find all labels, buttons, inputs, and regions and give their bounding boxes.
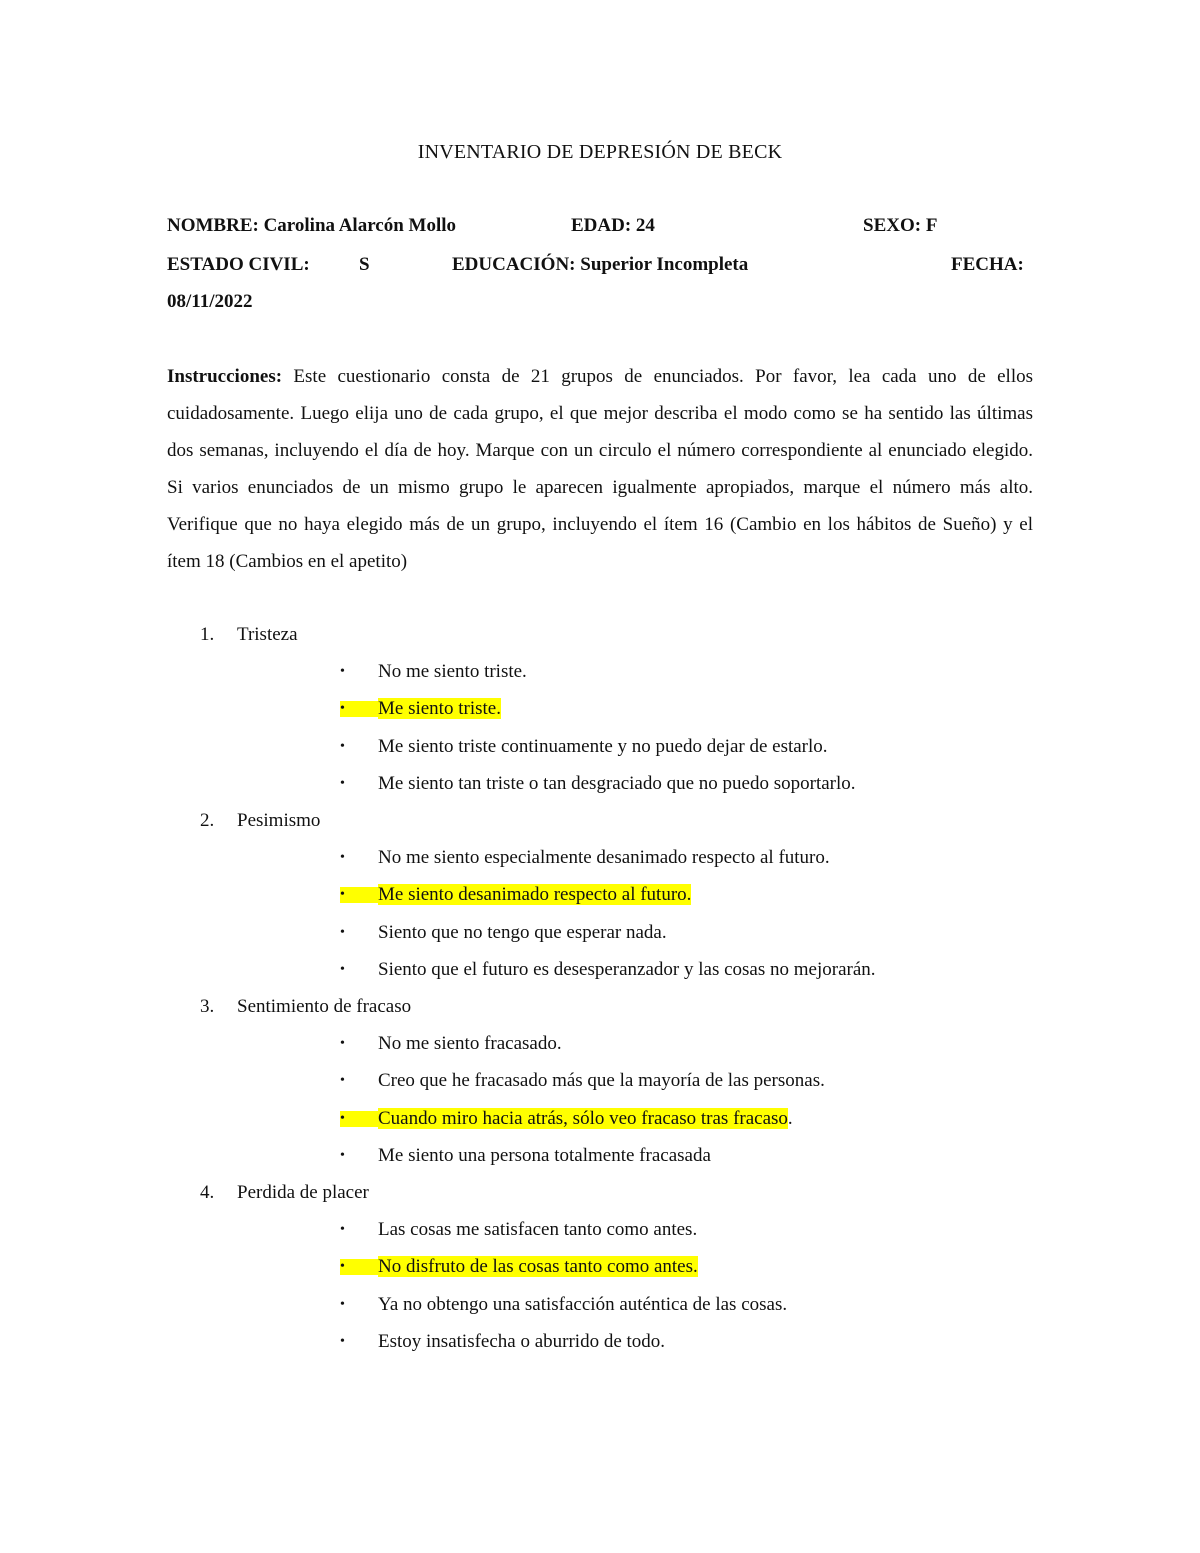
bullet-icon: • [340, 1111, 378, 1127]
bullet-icon: • [340, 1222, 345, 1237]
fecha-value: 08/11/2022 [167, 291, 253, 312]
option-text: Siento que no tengo que esperar nada. [378, 922, 667, 943]
bullet-icon: • [340, 701, 378, 717]
bullet-icon: • [340, 962, 345, 977]
sexo-field: SEXO: F [863, 215, 938, 236]
instructions-paragraph [167, 358, 1033, 580]
option-item[interactable] [340, 1294, 787, 1316]
selected-option[interactable] [340, 1108, 793, 1130]
estado-civil-value: S [359, 254, 370, 275]
instructions-text: Este cuestionario consta de 21 grupos de enunciados. Por favor, lea cada uno de ellos cuidadosamente. Luego elija uno de cada grupo, el que mejor describa el modo como se ha sentido las últimas dos semanas, incluyendo el día de hoy. Marque con un circulo el número correspondiente al enunciado elegido. Si varios enunciados de un mismo grupo le aparecen igualmente apropiados, marque el número más alto. Verifique que no haya elegido más de un grupo, incluyendo el ítem 16 (Cambio en los hábitos de Sueño) y el ítem 18 (Cambios en el apetito) [167, 366, 1033, 572]
bullet-icon: • [340, 887, 378, 903]
selected-option[interactable] [340, 698, 501, 720]
bullet-icon: • [340, 925, 345, 940]
option-item[interactable] [340, 922, 667, 944]
question-group-number: 3. [200, 996, 215, 1017]
option-text: No me siento especialmente desanimado respecto al futuro. [378, 847, 830, 868]
option-item[interactable] [340, 1033, 562, 1055]
question-group-title [200, 996, 411, 1018]
question-group-title [200, 624, 298, 646]
option-item[interactable] [340, 1219, 697, 1241]
bullet-icon: • [340, 850, 345, 865]
option-text: Me siento triste continuamente y no puedo dejar de estarlo. [378, 736, 828, 757]
option-text: Cuando miro hacia atrás, sólo veo fracaso tras fracaso [378, 1108, 788, 1129]
question-group-label: Perdida de placer [237, 1182, 369, 1203]
educacion-field: EDUCACIÓN: Superior Incompleta [452, 254, 749, 275]
option-item[interactable] [340, 1145, 711, 1167]
bullet-icon: • [340, 664, 345, 679]
option-text-suffix: . [787, 1108, 793, 1129]
option-text: No me siento fracasado. [378, 1033, 562, 1054]
bullet-icon: • [340, 1073, 345, 1088]
option-item[interactable] [340, 1331, 665, 1353]
document-title: INVENTARIO DE DEPRESIÓN DE BECK [417, 141, 783, 163]
option-item[interactable] [340, 959, 876, 981]
nombre-field: NOMBRE: Carolina Alarcón Mollo [167, 215, 457, 236]
instructions-label: Instrucciones: [167, 366, 283, 387]
option-text: Me siento una persona totalmente fracasada [378, 1145, 711, 1166]
estado-civil-label: ESTADO CIVIL: [167, 254, 310, 275]
option-item[interactable] [340, 661, 527, 683]
option-text: No disfruto de las cosas tanto como antes. [378, 1256, 698, 1277]
option-item[interactable] [340, 1070, 825, 1092]
bullet-icon: • [340, 739, 345, 754]
option-text: Me siento tan triste o tan desgraciado que no puedo soportarlo. [378, 773, 856, 794]
bullet-icon: • [340, 1036, 345, 1051]
selected-option[interactable] [340, 884, 691, 906]
question-group-title [200, 1182, 369, 1204]
option-text: No me siento triste. [378, 661, 527, 682]
fecha-label: FECHA: [951, 254, 1024, 275]
option-text: Me siento desanimado respecto al futuro. [378, 884, 692, 905]
option-text: Estoy insatisfecha o aburrido de todo. [378, 1331, 666, 1352]
bullet-icon: • [340, 1334, 345, 1349]
option-item[interactable] [340, 847, 830, 869]
question-group-label: Pesimismo [237, 810, 321, 831]
bullet-icon: • [340, 1259, 378, 1275]
option-item[interactable] [340, 773, 856, 795]
bullet-icon: • [340, 776, 345, 791]
question-group-title [200, 810, 320, 832]
bullet-icon: • [340, 1297, 345, 1312]
option-text: Siento que el futuro es desesperanzador y las cosas no mejorarán. [378, 959, 876, 980]
question-group-number: 4. [200, 1182, 215, 1203]
question-group-number: 2. [200, 810, 215, 831]
question-group-label: Sentimiento de fracaso [237, 996, 412, 1017]
bullet-icon: • [340, 1148, 345, 1163]
option-text: Creo que he fracasado más que la mayoría de las personas. [378, 1070, 825, 1091]
selected-option[interactable] [340, 1256, 698, 1278]
edad-field: EDAD: 24 [571, 215, 655, 236]
option-text: Ya no obtengo una satisfacción auténtica de las cosas. [378, 1294, 788, 1315]
question-group-number: 1. [200, 624, 215, 645]
option-text: Me siento triste. [378, 698, 501, 719]
option-text: Las cosas me satisfacen tanto como antes. [378, 1219, 698, 1240]
question-group-label: Tristeza [237, 624, 298, 645]
option-item[interactable] [340, 736, 828, 758]
